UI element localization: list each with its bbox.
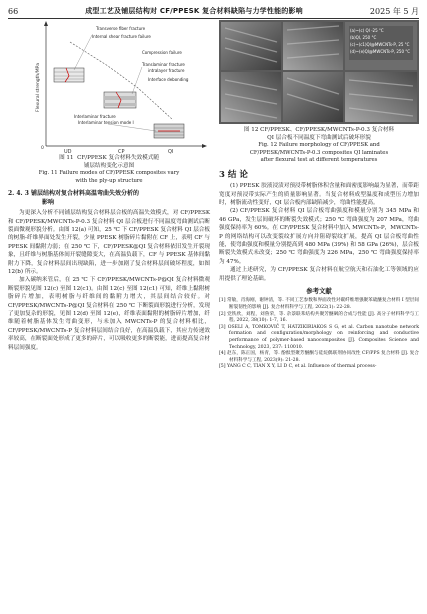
fig12-en-line3: after flexural test at different temperatures <box>260 157 378 164</box>
right-column <box>219 20 419 371</box>
sec243-paragraph-2: 加入碳纳米管后，在 25 ℃ 下 CF/PPESK/MWCNTs-P@QI 复合材料微观断裂形貌见图 12(c) 至图 12(c1)。由图 12(c) 至图 12(c1) 可知，纤维上黏附树脂碎片增加，表明树脂与纤维间的黏附力增大，其层间结合较好。对 CF/PPESK/MWCNTs-P@QI 复合材料在 250 ℃ 下断裂面形貌进行分析，发现了更加复杂的形貌，见图 12(d) 至图 12(e)，纤维表面黏附的树脂碎片增加，纤维随着树脂基体发生弯曲变形，与未加入 MWCNTs-P 的复合材料相比，CF/PPESK/MWCNTs-P 复合材料层间结合良好，在高温负载下，其应力传递效率较高，在断裂面处形成了更多的碎片，可以吸收更多的断裂能，进而提高复合材料层间强度。 <box>8 277 210 351</box>
section-2-4-3-heading <box>8 189 210 207</box>
ud-laminate-sketch <box>54 68 84 82</box>
fracture-sem-montage <box>219 20 419 124</box>
reference-1: [1] 常敏，肖海刚，谢钟清，等. 不同工艺参数和界面改性对碳纤维增强聚苯硫醚复合材料 I 型层间断裂韧性的影响 [J]. 复合材料科学与工程, 2022(1): 22-28. <box>219 298 419 311</box>
figure-12-caption-en <box>219 142 419 165</box>
annot-intralayer: intralayer fracture <box>148 68 185 73</box>
annot-interface: Interface debonding <box>148 77 189 82</box>
references-heading: 参考文献 <box>306 287 332 296</box>
legend-item-1: (a)~(c) QI -25 °C <box>350 28 384 33</box>
qi-laminate-sketch <box>154 124 184 138</box>
figure-11-caption-en <box>8 170 210 185</box>
annot-mode-i: Interlaminar tension mode I <box>78 120 134 125</box>
sec243-paragraph-1: 为更深入分析不同铺层结构复合材料层合板的高温失效模式，对 CF/PPESK 和 CF/PPESK/MWCNTs-P-0.3 复合材料 QI 层合板进行不同温度弯曲测试后断裂面微观形貌分析。由图 12(a) 可知，25 ℃ 下 CF/PPESK 复合材料 QI 层合板的树脂-纤维界面处发生开裂，少量 PPESK 树脂碎片黏附在 CF 上，表明 CF 与 PPESK 间黏附力弱；在 250 ℃ 下，CF/PPESK@QI 复合材料依旧发生开裂现象，且纤维与树脂基体间开裂缝隙变大，在高温负载下，CF 与 PPESK 基体间黏附力下降，复合材料层间出现缺陷，进一步加剧了复合材料层间破坏程度，如图 12(b) 所示。 <box>8 210 210 276</box>
sec243-heading-line1: 2. 4. 3 铺层结构对复合材料高温弯曲失效分析的 <box>8 190 139 198</box>
conclusion-paragraph-2: (2) CF/PPESK 复合材料 QI 层合板弯曲强度和模量分别为 345 MPa 和 46 GPa，发生层间破坏的断裂失效模式；250 ℃ 弯曲强度为 207 MPa，弯曲强度保持率为 60%。在 CF/PPESK 复合材料中加入 MWCNTs-P，MWCNTs-P 的网络结构可以改变裂纹扩展方向并阻碍裂纹扩展，提高 QI 层合板弯曲性能，使弯曲强度和模量分别提高到 480 MPa (39%) 和 58 GPa (26%)，层合板断裂失效模式未改变；250 ℃ 弯曲强度为 226 MPa，250 ℃ 弯曲强度保持率为 47%。 <box>219 208 419 265</box>
fig11-en-line1: Fig. 11 Failure modes of CF/PPESK composites vary <box>38 170 180 176</box>
cp-laminate-sketch <box>104 92 136 108</box>
reference-5: [5] YANG C C, TIAN X Y, LI D C, et al. Influence of thermal process- <box>219 364 377 370</box>
reference-2: [2] 党铁欣，刘程，刘鲁荣，等. 杂萘联苯结构共聚芳醚砜的合成与性能 [J]. 高分子材料科学与工程, 2022, 38(10): 1-7, 16. <box>219 311 419 324</box>
annot-compression: Compression failure <box>142 50 182 55</box>
annot-transverse: Transverse fiber fracture <box>96 26 146 31</box>
left-column <box>8 20 210 352</box>
page-header <box>8 4 419 19</box>
fig12-cn-line2: QI 层合板不同温度下弯曲测试后破坏形貌 <box>267 135 371 141</box>
page-number: 66 <box>8 6 19 16</box>
conclusion-paragraph-1: (1) PPESK 胶液浸渍对预浸带树脂体积含量和面密度影响最为显著，而带距宽度对预浸带实际产生的质量影响显著。当复合材料成型温度和成型压力增加时，树脂流动性变好，QI 层合板内部缺陷减少，弯曲性能提高。 <box>219 183 419 206</box>
fig12-en-line2: CF/PPESK/MWCNTs-P-0.3 composites QI laminates <box>249 149 389 156</box>
legend-item-2: (b)QI, 250 °C <box>350 35 377 40</box>
figure-12 <box>219 20 419 124</box>
legend-item-3: (c)~(c1)QI@MWCNTs-P, 25 °C <box>350 42 410 47</box>
figure-11-caption-cn <box>8 154 210 170</box>
conclusion-paragraph-3: 通过上述研究，为 CF/PPESK 复合材料在航空航天和石油化工等领域的应用提供了理论基础。 <box>219 267 419 282</box>
fig11-en-line2: with the ply-up structure <box>75 177 143 184</box>
running-title: 成型工艺及铺层结构对 CF/PPESK 复合材料缺陷与力学性能的影响 <box>85 7 303 15</box>
figure-12-caption-cn <box>219 126 419 142</box>
reference-4: [4] 赵东，陈正国，杨青，等. 酚酞型聚芳醚酮与硅烷偶联剂协同改性 CF/PPS 复合材料 [J]. 复合材料科学与工程, 2023(9): 21-28. <box>219 351 419 363</box>
sec243-heading-line2: 影响 <box>42 199 55 207</box>
legend-item-4: (d)~(e)QI@MWCNTs-P, 250 °C <box>350 49 411 54</box>
x-tick-cp: CP <box>118 149 125 154</box>
annot-translaminar: Translaminar fracture <box>142 62 185 67</box>
fig12-en-line1: Fig. 12 Failure morphology of CF/PPESK and <box>258 142 380 148</box>
reference-3: [3] OSELI A, TOMKOVIČ T, HATZIKIRIAKOS S G, et al. Carbon nanotube network formation and configuration/morphology on reinforcing and conductive performance of polymer-based nanocomposites [J]. Composites Science and Technology, 2023, 237: 110010. <box>219 324 419 350</box>
annot-internal-shear: Internal shear fracture failure <box>92 34 151 39</box>
y-axis-label: Flexural strength/MPa <box>36 63 41 112</box>
section-3-heading: 3 结 论 <box>219 169 248 180</box>
issue-date: 2025 年 5 月 <box>369 6 419 16</box>
failure-mode-diagram <box>8 20 210 154</box>
figure-11 <box>8 20 210 154</box>
fig11-cn-line1: CF/PPESK 复合材料失效模式随 <box>77 155 159 161</box>
fig11-num: 图 11 <box>59 155 74 161</box>
fig12-cn-line1: 图 12 CF/PPESK、CF/PPESK/MWCNTs-P-0.3 复合材料 <box>243 127 395 133</box>
fig11-cn-line2: 铺层结构变化示意图 <box>83 163 135 169</box>
x-tick-ud: UD <box>64 149 72 154</box>
x-tick-qi: QI <box>168 149 174 154</box>
y-tick-zero: 0 <box>41 146 44 151</box>
annot-interlaminar: Interlaminar fracture <box>74 114 116 119</box>
